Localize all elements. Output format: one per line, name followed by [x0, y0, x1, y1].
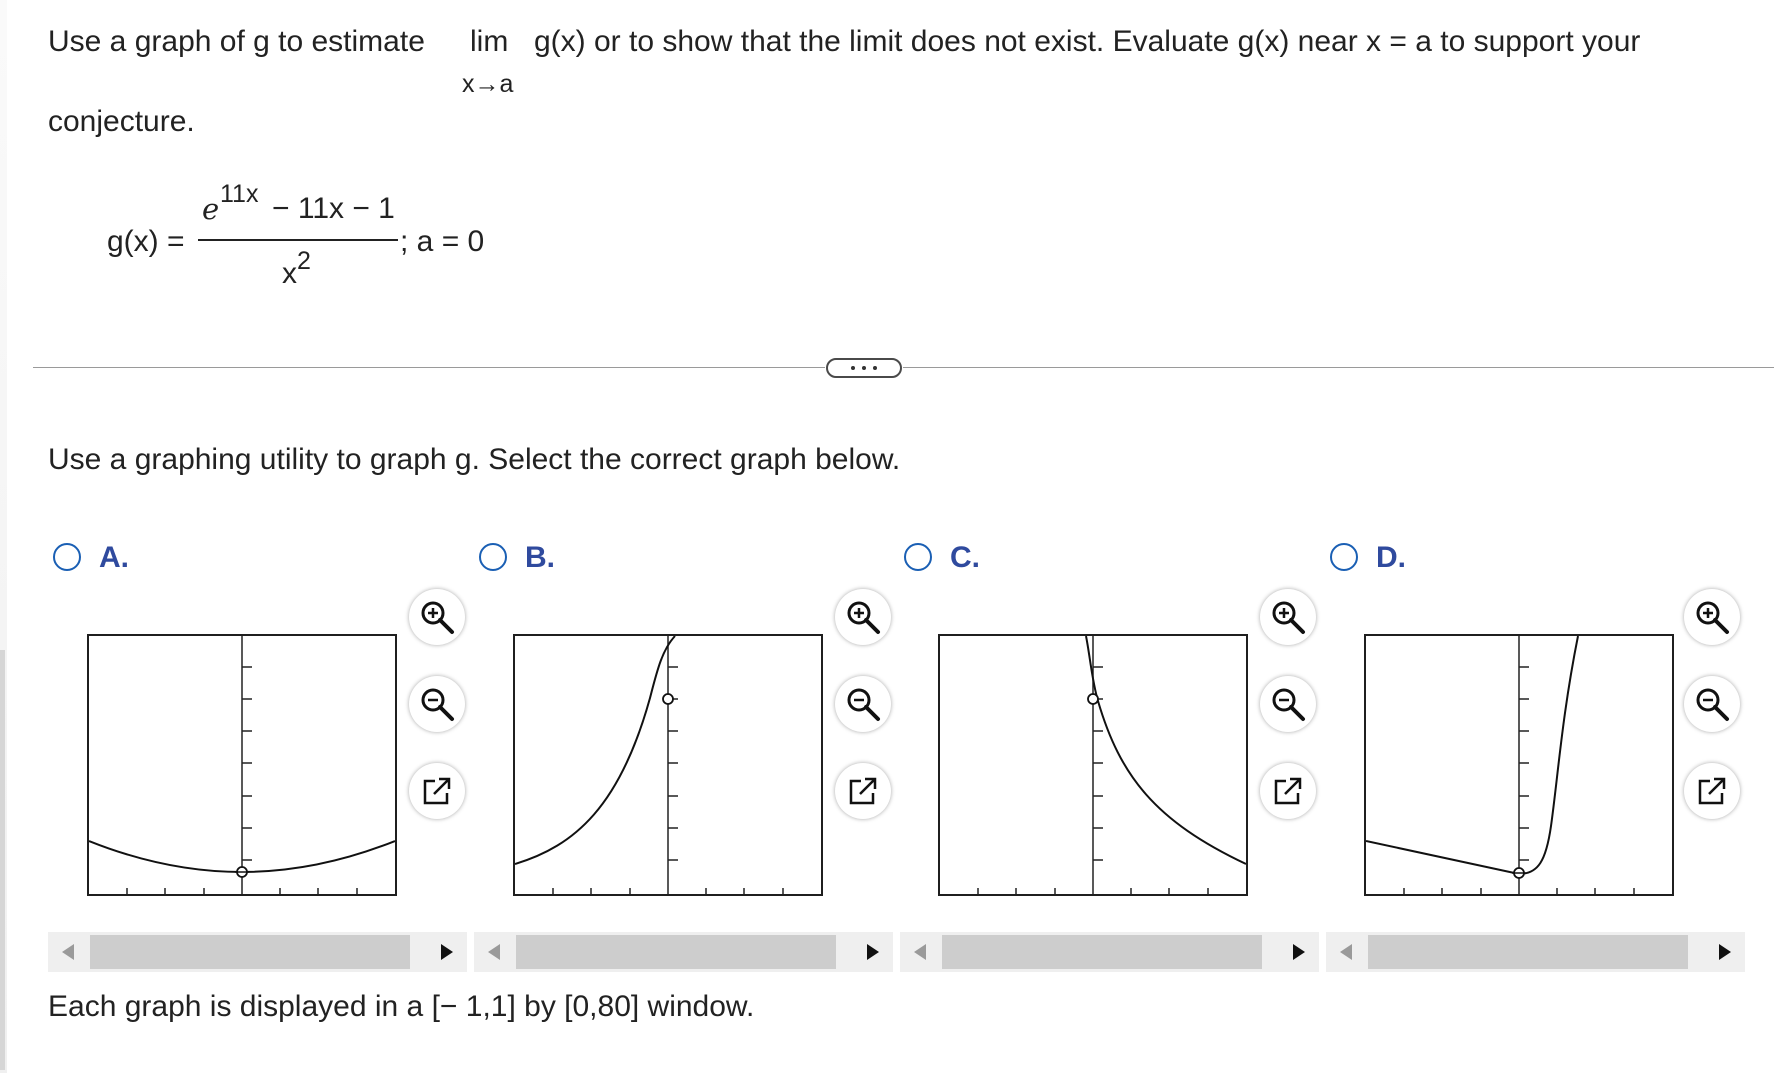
- denominator-exponent: 2: [297, 247, 311, 275]
- scroll-right-icon[interactable]: [427, 932, 467, 972]
- graph-c-svg: [940, 636, 1246, 894]
- zoom-out-icon: [1694, 686, 1730, 722]
- zoom-in-icon: [419, 599, 455, 635]
- zoom-out-icon: [1270, 686, 1306, 722]
- scroll-thumb[interactable]: [942, 935, 1262, 969]
- popout-button-d[interactable]: [1684, 763, 1740, 819]
- scrollbar-b[interactable]: [474, 932, 893, 972]
- scroll-right-icon[interactable]: [1705, 932, 1745, 972]
- scroll-left-icon[interactable]: [900, 932, 940, 972]
- scrollbar-d[interactable]: [1326, 932, 1745, 972]
- hole-marker: [1088, 694, 1098, 704]
- option-d-graph: [1364, 634, 1674, 896]
- window-note: Each graph is displayed in a [− 1,1] by [0,80] window.: [48, 990, 755, 1023]
- option-a-label[interactable]: A.: [99, 541, 129, 574]
- limit-subscript: x→a: [462, 70, 514, 98]
- zoom-in-icon: [1694, 599, 1730, 635]
- popout-icon: [1694, 773, 1730, 809]
- zoom-in-icon: [1270, 599, 1306, 635]
- numerator-exponent: 11x: [220, 180, 259, 208]
- scroll-right-icon[interactable]: [1279, 932, 1319, 972]
- scroll-left-icon[interactable]: [48, 932, 88, 972]
- option-c-radio[interactable]: [904, 543, 932, 571]
- popout-icon: [845, 773, 881, 809]
- scroll-left-icon[interactable]: [1326, 932, 1366, 972]
- divider-right: [903, 367, 1774, 368]
- question-line2: conjecture.: [48, 105, 195, 138]
- fraction-bar: [198, 239, 398, 241]
- question-after-limit: g(x) or to show that the limit does not exist. Evaluate g(x) near x = a to support your: [534, 25, 1641, 58]
- more-button[interactable]: [826, 358, 902, 378]
- numerator-rest: − 11x − 1: [272, 192, 395, 225]
- a-value: ; a = 0: [400, 225, 485, 258]
- popout-button-b[interactable]: [835, 763, 891, 819]
- graph-a-svg: [89, 636, 395, 894]
- option-b-label[interactable]: B.: [525, 541, 555, 574]
- scrollbar-a[interactable]: [48, 932, 467, 972]
- scrollbar-c[interactable]: [900, 932, 1319, 972]
- zoom-out-icon: [845, 686, 881, 722]
- popout-icon: [1270, 773, 1306, 809]
- denominator-base: x: [282, 257, 297, 290]
- divider-left: [33, 367, 825, 368]
- option-c-label[interactable]: C.: [950, 541, 980, 574]
- graph-curve: [515, 636, 675, 864]
- left-scroll-indicator: [0, 650, 5, 1070]
- dot-icon: [851, 366, 855, 370]
- axis-ticks: [1404, 636, 1634, 894]
- dot-icon: [862, 366, 866, 370]
- scroll-thumb[interactable]: [1368, 935, 1688, 969]
- graph-d-svg: [1366, 636, 1672, 894]
- zoom-in-icon: [845, 599, 881, 635]
- option-a-graph: [87, 634, 397, 896]
- zoom-in-button-c[interactable]: [1260, 589, 1316, 645]
- instruction-text: Use a graphing utility to graph g. Select the correct graph below.: [48, 443, 901, 476]
- graph-curve: [1366, 636, 1578, 874]
- zoom-out-button-d[interactable]: [1684, 676, 1740, 732]
- zoom-out-button-c[interactable]: [1260, 676, 1316, 732]
- zoom-in-button-d[interactable]: [1684, 589, 1740, 645]
- scroll-thumb[interactable]: [516, 935, 836, 969]
- zoom-out-button-a[interactable]: [409, 676, 465, 732]
- scroll-thumb[interactable]: [90, 935, 410, 969]
- popout-icon: [419, 773, 455, 809]
- option-b-radio[interactable]: [479, 543, 507, 571]
- axis-ticks: [127, 636, 357, 894]
- dot-icon: [873, 366, 877, 370]
- option-b-graph: [513, 634, 823, 896]
- popout-button-c[interactable]: [1260, 763, 1316, 819]
- graph-b-svg: [515, 636, 821, 894]
- zoom-in-button-b[interactable]: [835, 589, 891, 645]
- option-a-radio[interactable]: [53, 543, 81, 571]
- question-intro: Use a graph of g to estimate: [48, 25, 425, 58]
- option-c-graph: [938, 634, 1248, 896]
- zoom-out-icon: [419, 686, 455, 722]
- limit-word: lim: [470, 25, 509, 58]
- scroll-left-icon[interactable]: [474, 932, 514, 972]
- popout-button-a[interactable]: [409, 763, 465, 819]
- zoom-in-button-a[interactable]: [409, 589, 465, 645]
- axis-ticks: [553, 636, 783, 894]
- scroll-right-icon[interactable]: [853, 932, 893, 972]
- hole-marker: [663, 694, 673, 704]
- numerator-base: e: [202, 192, 220, 226]
- option-d-label[interactable]: D.: [1376, 541, 1406, 574]
- function-lhs: g(x) =: [107, 225, 185, 258]
- graph-curve: [1086, 636, 1246, 864]
- zoom-out-button-b[interactable]: [835, 676, 891, 732]
- option-d-radio[interactable]: [1330, 543, 1358, 571]
